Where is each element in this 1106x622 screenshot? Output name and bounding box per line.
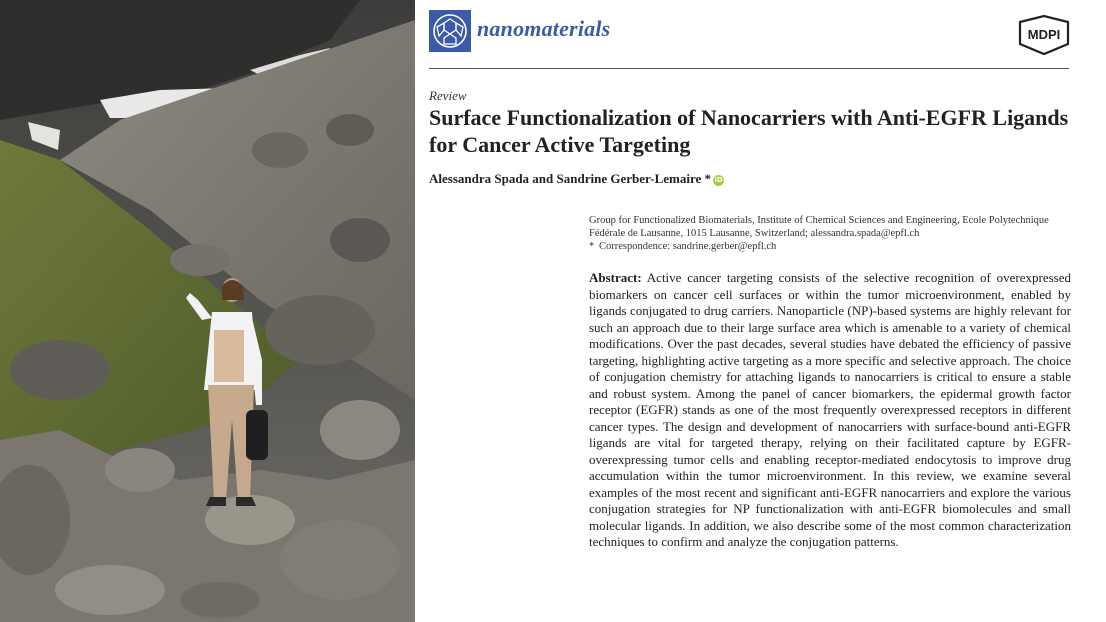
corresponding-mark: * [704,171,712,186]
paper-title: Surface Functionalization of Nanocarriers with Anti-EGFR Ligands for Cancer Active Targeting [429,105,1069,157]
correspondence-line [589,240,1075,253]
article-type: Review [429,88,467,103]
paper-page [415,0,1106,622]
correspondence: Correspondence: sandrine.gerber@epfl.ch [599,241,777,252]
author-list [429,171,724,187]
orcid-icon[interactable]: iD [714,176,723,184]
header-divider [429,68,1069,69]
author-photo [0,0,415,622]
publisher-logo-icon [1017,14,1071,56]
abstract-text: Active cancer targeting consists of the selective recognition of overexpressed biomarkers on cancer cell surfaces or within the tumor microenvironment, enabled by ligands conjugated to drug carriers. Nanoparticle (NP)-based systems are highly relevant for such an approach due to their large surface area which is amenable to a variety of chemical modifications. Over the past decades, several studies have debated the efficiency of passive targeting, highlighting active targeting as a more specific and selective approach. The choice of conjugation chemistry for attaching ligands to nanocarriers is critical to ensure a stable and robust system. Among the panel of cancer biomarkers, the epidermal growth factor receptor (EGFR) stands as one of the most frequently overexpressed receptors in different cancer types. The design and development of nanocarriers with surface-bound anti-EGFR ligands are vital for targeted therapy, relying on their facilitated capture by EGFR-overexpressing tumor cells and enabling receptor-mediated endocytosis to improve drug accumulation within the tumor microenvironment. In this review, we examine several examples of the most recent and significant anti-EGFR nanocarriers and explore the various conjugation strategies for NP functionalization with anti-EGFR biomolecules and small molecular ligands. In addition, we also describe some of the most common characterization techniques to confirm and analyze the conjugation patterns. [589,270,1071,549]
affiliation-block [589,214,1075,253]
author-names: Alessandra Spada and Sandrine Gerber-Lemaire [429,171,702,186]
journal-logo-icon [429,10,471,52]
abstract-label: Abstract: [589,270,642,285]
journal-name: nanomaterials [477,16,611,41]
affiliation: Group for Functionalized Biomaterials, Institute of Chemical Sciences and Engineering, Ecole Polytechnique Fédérale de Lausanne, 1015 Lausanne, Switzerland; alessandra.spada@epfl.ch [589,215,1049,239]
correspondence-mark: * [589,241,595,252]
publisher-name: MDPI [1027,27,1061,42]
mountain-scene [0,0,415,622]
abstract [589,270,1071,551]
